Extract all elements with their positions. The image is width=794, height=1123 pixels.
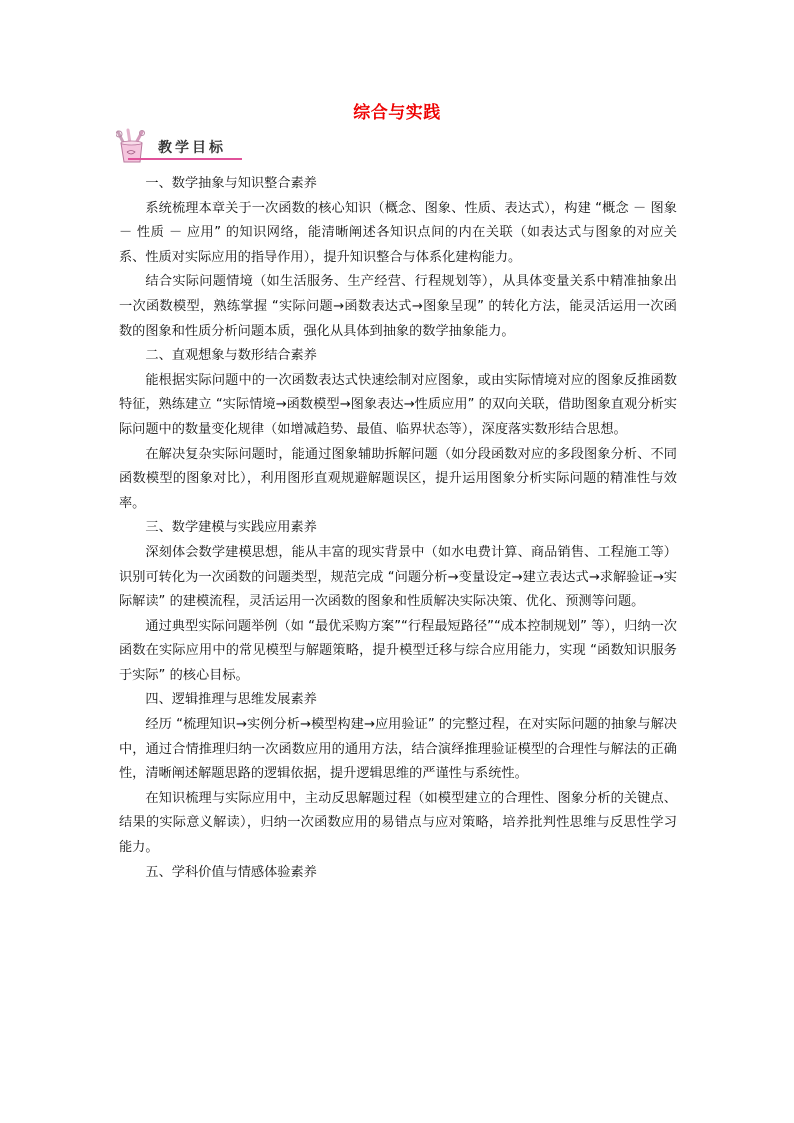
- paragraph: 能根据实际问题中的一次函数表达式快速绘制对应图象，或由实际情境对应的图象反推函数特征，熟练建立 “实际情境→函数模型→图象表达→性质应用” 的双向关联，借助图象直观分析实际问题中的数量变化规律（如增减趋势、最值、临界状态等），深度落实数形结合思想。: [119, 372, 677, 437]
- paragraph: 结合实际问题情境（如生活服务、生产经营、行程规划等），从具体变量关系中精准抽象出一次函数模型，熟练掌握 “实际问题→函数表达式→图象呈现” 的转化方法，能灵活运用一次函数的图象和性质分析问题本质，强化从具体到抽象的数学抽象能力。: [119, 274, 677, 339]
- section-heading-5: 五、学科价值与情感体验素养: [145, 864, 317, 880]
- section-heading-3: 三、数学建模与实践应用素养: [145, 520, 317, 536]
- section-heading-2: 二、直观想象与数形结合素养: [145, 348, 317, 364]
- section-badge-teaching-objectives: [116, 128, 244, 164]
- paragraph: 深刻体会数学建模思想，能从丰富的现实背景中（如水电费计算、商品销售、工程施工等）识别可转化为一次函数的问题类型，规范完成 “问题分析→变量设定→建立表达式→求解验证→实际解读” 的建模流程，灵活运用一次函数的图象和性质解决实际决策、优化、预测等问题。: [119, 544, 677, 610]
- paragraph: 在知识梳理与实际应用中，主动反思解题过程（如模型建立的合理性、图象分析的关键点、结果的实际意义解读），归纳一次函数应用的易错点与应对策略，培养批判性思维与反思性学习能力。: [119, 790, 677, 856]
- section-badge-label: 教学目标: [158, 140, 226, 156]
- badge-underline: [128, 158, 242, 160]
- paragraph: 通过典型实际问题举例（如 “最优采购方案”“行程最短路径”“成本控制规划” 等），归纳一次函数在实际应用中的常见模型与解题策略，提升模型迁移与综合应用能力，实现 “函数知识服务于实际” 的核心目标。: [119, 618, 677, 683]
- section-heading-4: 四、逻辑推理与思维发展素养: [145, 692, 317, 708]
- paragraph: 经历 “梳理知识→实例分析→模型构建→应用验证” 的完整过程，在对实际问题的抽象与解决中，通过合情推理归纳一次函数应用的通用方法，结合演绎推理验证模型的合理性与解法的正确性，清晰阐述解题思路的逻辑依据，提升逻辑思维的严谨性与系统性。: [119, 717, 677, 782]
- paragraph: 系统梳理本章关于一次函数的核心知识（概念、图象、性质、表达式），构建 “概念 － 图象 － 性质 － 应用” 的知识网络，能清晰阐述各知识点间的内在关联（如表达式与图象的对应关系、性质对实际应用的指导作用），提升知识整合与体系化建构能力。: [119, 200, 677, 265]
- document-body: [119, 172, 677, 885]
- page-title: 综合与实践: [353, 103, 441, 123]
- section-heading-1: 一、数学抽象与知识整合素养: [145, 176, 317, 191]
- paragraph: 在解决复杂实际问题时，能通过图象辅助拆解问题（如分段函数对应的多段图象分析、不同函数模型的图象对比），利用图形直观规避解题误区，提升运用图象分析实际问题的精准性与效率。: [119, 446, 677, 511]
